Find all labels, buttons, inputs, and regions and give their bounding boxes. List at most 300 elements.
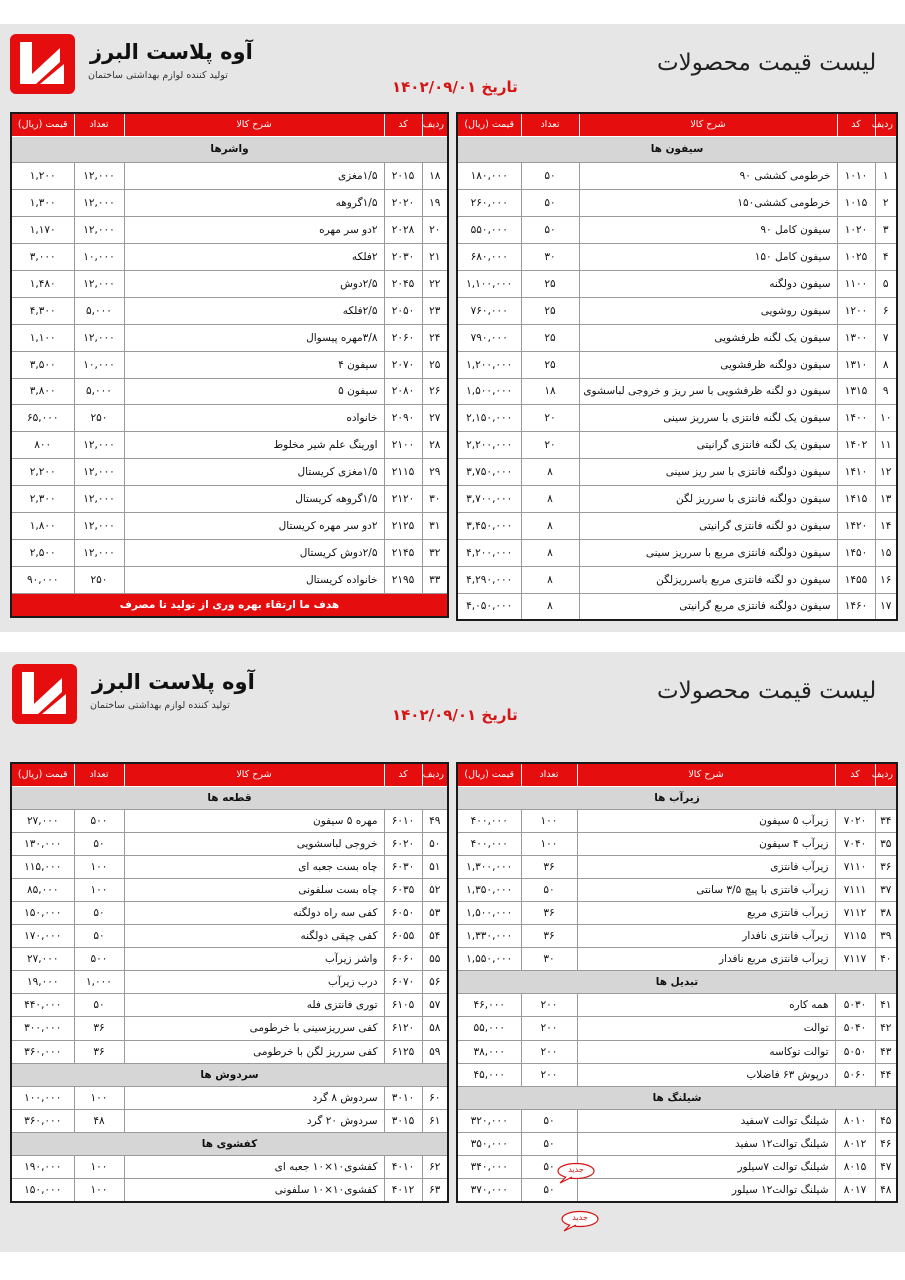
quantity: ۸: [521, 566, 579, 593]
price: ۴۶,۰۰۰: [457, 994, 521, 1017]
column-header-desc: شرح کالا: [124, 113, 384, 136]
product-description: سیفون یک لگنه فانتزی گرانیتی: [579, 432, 837, 459]
quantity: ۱۸: [521, 378, 579, 405]
quantity: ۲۰۰: [521, 994, 577, 1017]
product-code: ۶۰۶۰: [384, 948, 422, 971]
product-description: زیرآب فانتزی با پیچ ۳/۵ سانتی: [577, 878, 835, 901]
category-label: قطعه ها: [11, 786, 448, 809]
price: ۱,۸۰۰: [11, 512, 74, 539]
row-number: ۵: [875, 270, 897, 297]
table-row: [11, 190, 448, 217]
row-number: ۲۰: [422, 217, 448, 244]
table-row: [11, 432, 448, 459]
row-number: ۵۳: [422, 901, 448, 924]
price: ۶۵,۰۰۰: [11, 405, 74, 432]
product-description: سیفون ۴: [124, 351, 384, 378]
price: ۱۸۰,۰۰۰: [457, 163, 521, 190]
product-description: اورینگ علم شیر مخلوط: [124, 432, 384, 459]
row-number: ۱۵: [875, 539, 897, 566]
footer-slogan: هدف ما ارتقاء بهره وری از تولید تا مصرف: [11, 593, 448, 617]
row-number: ۴۴: [875, 1063, 897, 1086]
row-number: ۵۹: [422, 1040, 448, 1063]
product-code: ۲۰۸۰: [384, 378, 422, 405]
product-code: ۱۴۱۰: [837, 459, 875, 486]
quantity: ۸: [521, 593, 579, 620]
product-description: خانواده: [124, 405, 384, 432]
column-header-code: کد: [837, 113, 875, 136]
column-header-desc: شرح کالا: [577, 763, 835, 786]
product-code: ۱۴۵۰: [837, 539, 875, 566]
product-code: ۶۰۷۰: [384, 971, 422, 994]
table-row: [457, 512, 897, 539]
table-row: [457, 270, 897, 297]
row-number: ۳۴: [875, 809, 897, 832]
product-description: سیفون کامل ۱۵۰: [579, 244, 837, 271]
quantity: ۱۲,۰۰۰: [74, 459, 124, 486]
product-description: شیلنگ توالت۱۲ سفید: [577, 1132, 835, 1155]
quantity: ۲۰: [521, 432, 579, 459]
row-number: ۱: [875, 163, 897, 190]
quantity: ۵۰: [74, 994, 124, 1017]
product-description: سیفون دو لگنه فانتزی گرانیتی: [579, 512, 837, 539]
table-row: [457, 1109, 897, 1132]
category-row: [11, 1132, 448, 1155]
new-badge: جدید: [556, 1162, 600, 1184]
product-code: ۷۱۱۰: [835, 855, 875, 878]
table-row: [457, 994, 897, 1017]
price: ۶۸۰,۰۰۰: [457, 244, 521, 271]
table-row: [11, 244, 448, 271]
product-code: ۲۱۹۵: [384, 566, 422, 593]
quantity: ۵۰: [521, 1132, 577, 1155]
row-number: ۷: [875, 324, 897, 351]
column-header-desc: شرح کالا: [579, 113, 837, 136]
product-description: سیفون ۵: [124, 378, 384, 405]
row-number: ۶۱: [422, 1109, 448, 1132]
table-row: [11, 405, 448, 432]
column-header-price: قیمت (ریال): [11, 763, 74, 786]
price: ۸۵,۰۰۰: [11, 878, 74, 901]
category-label: کفشوی ها: [11, 1132, 448, 1155]
row-number: ۱۴: [875, 512, 897, 539]
table-row: [11, 1156, 448, 1179]
price: ۱,۳۳۰,۰۰۰: [457, 925, 521, 948]
table-row: [11, 878, 448, 901]
row-number: ۴۰: [875, 948, 897, 971]
quantity: ۵,۰۰۰: [74, 378, 124, 405]
row-number: ۳۹: [875, 925, 897, 948]
product-description: کفشوی۱۰×۱۰ سلفونی: [124, 1179, 384, 1202]
product-code: ۷۱۱۲: [835, 901, 875, 924]
quantity: ۳۶: [74, 1017, 124, 1040]
price: ۱,۱۰۰,۰۰۰: [457, 270, 521, 297]
row-number: ۴۸: [875, 1179, 897, 1202]
product-description: شیلنگ توالت ۷سفید: [577, 1109, 835, 1132]
product-description: ۲/۵دوش کریستال: [124, 539, 384, 566]
price: ۷۶۰,۰۰۰: [457, 297, 521, 324]
product-description: سیفون دولگنه فانتزی با سر ریز سینی: [579, 459, 837, 486]
product-description: سردوش ۸ گرد: [124, 1086, 384, 1109]
product-code: ۱۰۲۵: [837, 244, 875, 271]
table-row: [457, 948, 897, 971]
product-code: ۶۰۵۰: [384, 901, 422, 924]
row-number: ۲۳: [422, 297, 448, 324]
table-row: [457, 832, 897, 855]
price: ۱۰۰,۰۰۰: [11, 1086, 74, 1109]
price: ۳,۸۰۰: [11, 378, 74, 405]
brand-name: آوه پلاست البرز: [92, 670, 255, 694]
product-code: ۶۰۳۰: [384, 855, 422, 878]
price: ۱۹,۰۰۰: [11, 971, 74, 994]
price: ۸۰۰: [11, 432, 74, 459]
product-description: سیفون یک لگنه فانتزی با سرریز سینی: [579, 405, 837, 432]
quantity: ۳۰: [521, 244, 579, 271]
row-number: ۶۰: [422, 1086, 448, 1109]
price: ۳,۷۰۰,۰۰۰: [457, 486, 521, 513]
row-number: ۵۰: [422, 832, 448, 855]
quantity: ۱۲,۰۰۰: [74, 270, 124, 297]
row-number: ۱۹: [422, 190, 448, 217]
table-row: [11, 1017, 448, 1040]
category-label: سردوش ها: [11, 1063, 448, 1086]
price: ۱,۱۰۰: [11, 324, 74, 351]
product-description: زیرآب فانتزی نافدار: [577, 925, 835, 948]
price: ۳۴۰,۰۰۰: [457, 1156, 521, 1179]
category-row: [457, 971, 897, 994]
product-description: ۳/۸مهره پیسوال: [124, 324, 384, 351]
row-number: ۸: [875, 351, 897, 378]
quantity: ۱۰۰: [74, 1179, 124, 1202]
price: ۴,۰۵۰,۰۰۰: [457, 593, 521, 620]
product-description: شیلنگ توالت ۷سیلور: [577, 1156, 835, 1179]
price: ۱۵۰,۰۰۰: [11, 1179, 74, 1202]
table-header-row: [11, 763, 448, 786]
product-description: ۱/۵گروهه: [124, 190, 384, 217]
product-description: خرطومی کششی۱۵۰: [579, 190, 837, 217]
product-code: ۵۰۵۰: [835, 1040, 875, 1063]
product-description: واشر زیرآب: [124, 948, 384, 971]
category-label: تبدیل ها: [457, 971, 897, 994]
product-description: توالت توکاسه: [577, 1040, 835, 1063]
column-header-row: ردیف: [875, 113, 897, 136]
price-table: [456, 112, 898, 621]
price-sheet-1: [0, 24, 905, 632]
quantity: ۵,۰۰۰: [74, 297, 124, 324]
date-label: تاریخ ۱۴۰۲/۰۹/۰۱: [392, 78, 518, 96]
product-description: درپوش ۶۳ فاضلاب: [577, 1063, 835, 1086]
price-table: [10, 112, 449, 618]
quantity: ۳۶: [521, 855, 577, 878]
product-description: ۲/۵فلکه: [124, 297, 384, 324]
quantity: ۵۰: [521, 190, 579, 217]
price: ۲,۲۰۰,۰۰۰: [457, 432, 521, 459]
price: ۳۵۰,۰۰۰: [457, 1132, 521, 1155]
column-header-code: کد: [835, 763, 875, 786]
quantity: ۱۰۰: [521, 832, 577, 855]
product-description: سیفون دولگنه: [579, 270, 837, 297]
product-code: ۲۱۲۵: [384, 512, 422, 539]
row-number: ۲۵: [422, 351, 448, 378]
quantity: ۱۰۰: [74, 1086, 124, 1109]
table-row: [11, 486, 448, 513]
product-code: ۸۰۱۷: [835, 1179, 875, 1202]
product-code: ۶۱۲۰: [384, 1017, 422, 1040]
product-code: ۴۰۱۰: [384, 1156, 422, 1179]
product-code: ۱۰۲۰: [837, 217, 875, 244]
product-code: ۳۰۱۵: [384, 1109, 422, 1132]
product-code: ۱۱۰۰: [837, 270, 875, 297]
product-description: مهره ۵ سیفون: [124, 809, 384, 832]
quantity: ۱۲,۰۰۰: [74, 539, 124, 566]
product-code: ۵۰۶۰: [835, 1063, 875, 1086]
quantity: ۵۰: [521, 1156, 577, 1179]
table-row: [457, 878, 897, 901]
table-row: [11, 994, 448, 1017]
row-number: ۱۳: [875, 486, 897, 513]
table-row: [457, 901, 897, 924]
product-code: ۶۱۰۵: [384, 994, 422, 1017]
row-number: ۱۶: [875, 566, 897, 593]
quantity: ۳۶: [521, 901, 577, 924]
product-code: ۲۱۲۰: [384, 486, 422, 513]
quantity: ۵۰: [521, 1109, 577, 1132]
quantity: ۵۰۰: [74, 809, 124, 832]
product-description: زیرآب فانتزی مربع نافدار: [577, 948, 835, 971]
product-code: ۴۰۱۲: [384, 1179, 422, 1202]
quantity: ۵۰: [521, 217, 579, 244]
row-number: ۱۱: [875, 432, 897, 459]
table-row: [457, 1156, 897, 1179]
price: ۹۰,۰۰۰: [11, 566, 74, 593]
product-description: سیفون دولگنه فانتزی با سرریز لگن: [579, 486, 837, 513]
price: ۵۵۰,۰۰۰: [457, 217, 521, 244]
quantity: ۲۰۰: [521, 1017, 577, 1040]
category-row: [11, 136, 448, 163]
product-code: ۱۴۰۰: [837, 405, 875, 432]
quantity: ۱۲,۰۰۰: [74, 432, 124, 459]
table-row: [11, 855, 448, 878]
column-header-price: قیمت (ریال): [457, 113, 521, 136]
table-row: [11, 378, 448, 405]
price: ۴۵,۰۰۰: [457, 1063, 521, 1086]
product-code: ۲۱۱۵: [384, 459, 422, 486]
table-row: [457, 163, 897, 190]
product-description: زیرآب ۴ سیفون: [577, 832, 835, 855]
table-row: [11, 217, 448, 244]
row-number: ۲۱: [422, 244, 448, 271]
product-code: ۲۱۴۵: [384, 539, 422, 566]
date-label: تاریخ ۱۴۰۲/۰۹/۰۱: [392, 706, 518, 724]
product-description: کفی سه راه دولگنه: [124, 901, 384, 924]
price: ۱,۱۷۰: [11, 217, 74, 244]
product-description: چاه بست جعبه ای: [124, 855, 384, 878]
product-description: همه کاره: [577, 994, 835, 1017]
product-code: ۶۰۱۰: [384, 809, 422, 832]
table-row: [457, 855, 897, 878]
product-description: خروجی لباسشویی: [124, 832, 384, 855]
row-number: ۱۸: [422, 163, 448, 190]
price: ۱,۳۰۰,۰۰۰: [457, 855, 521, 878]
product-description: درب زیرآب: [124, 971, 384, 994]
price: ۲,۲۰۰: [11, 459, 74, 486]
product-description: توالت: [577, 1017, 835, 1040]
product-description: ۱/۵مغزی: [124, 163, 384, 190]
product-code: ۲۰۷۰: [384, 351, 422, 378]
row-number: ۳۰: [422, 486, 448, 513]
product-code: ۸۰۱۲: [835, 1132, 875, 1155]
price: ۱,۲۰۰,۰۰۰: [457, 351, 521, 378]
quantity: ۵۰: [74, 901, 124, 924]
quantity: ۵۰: [74, 832, 124, 855]
quantity: ۸: [521, 486, 579, 513]
price: ۱۱۵,۰۰۰: [11, 855, 74, 878]
product-description: ۲فلکه: [124, 244, 384, 271]
quantity: ۲۵: [521, 270, 579, 297]
quantity: ۱۰۰: [74, 855, 124, 878]
row-number: ۳۵: [875, 832, 897, 855]
quantity: ۱۲,۰۰۰: [74, 486, 124, 513]
table-row: [11, 512, 448, 539]
quantity: ۱,۰۰۰: [74, 971, 124, 994]
table-row: [11, 901, 448, 924]
category-label: زیرآب ها: [457, 786, 897, 809]
table-row: [457, 1040, 897, 1063]
category-row: [457, 136, 897, 163]
product-code: ۱۰۱۰: [837, 163, 875, 190]
product-code: ۱۳۱۵: [837, 378, 875, 405]
category-label: شیلنگ ها: [457, 1086, 897, 1109]
quantity: ۲۵: [521, 351, 579, 378]
product-description: سردوش ۲۰ گرد: [124, 1109, 384, 1132]
quantity: ۲۰۰: [521, 1040, 577, 1063]
product-code: ۲۰۲۰: [384, 190, 422, 217]
price: ۲۷,۰۰۰: [11, 948, 74, 971]
table-row: [457, 405, 897, 432]
price: ۳۶۰,۰۰۰: [11, 1109, 74, 1132]
row-number: ۳۳: [422, 566, 448, 593]
price: ۴۴۰,۰۰۰: [11, 994, 74, 1017]
row-number: ۲۸: [422, 432, 448, 459]
table-row: [11, 809, 448, 832]
row-number: ۹: [875, 378, 897, 405]
product-code: ۲۰۱۵: [384, 163, 422, 190]
price: ۷۹۰,۰۰۰: [457, 324, 521, 351]
row-number: ۵۵: [422, 948, 448, 971]
price: ۳۸,۰۰۰: [457, 1040, 521, 1063]
price: ۳۰۰,۰۰۰: [11, 1017, 74, 1040]
table-row: [457, 1063, 897, 1086]
column-header-code: کد: [384, 763, 422, 786]
column-header-row: ردیف: [875, 763, 897, 786]
product-description: کفشوی۱۰×۱۰ جعبه ای: [124, 1156, 384, 1179]
price: ۱,۳۰۰: [11, 190, 74, 217]
product-code: ۱۴۱۵: [837, 486, 875, 513]
product-description: سیفون دو لگنه ظرفشویی با سر ریز و خروجی لباسشوی: [579, 378, 837, 405]
category-row: [457, 786, 897, 809]
product-description: کفی سرریز لگن با خرطومی: [124, 1040, 384, 1063]
table-row: [11, 1040, 448, 1063]
table-header-row: [11, 113, 448, 136]
row-number: ۵۴: [422, 925, 448, 948]
table-row: [457, 809, 897, 832]
table-row: [11, 925, 448, 948]
product-code: ۱۳۱۰: [837, 351, 875, 378]
quantity: ۵۰: [521, 878, 577, 901]
row-number: ۴۳: [875, 1040, 897, 1063]
product-code: ۷۱۱۵: [835, 925, 875, 948]
category-label: سیفون ها: [457, 136, 897, 163]
price: ۲۷,۰۰۰: [11, 809, 74, 832]
product-code: ۲۰۹۰: [384, 405, 422, 432]
quantity: ۸: [521, 539, 579, 566]
product-code: ۲۰۵۰: [384, 297, 422, 324]
category-row: [457, 1086, 897, 1109]
product-description: چاه بست سلفونی: [124, 878, 384, 901]
row-number: ۴۲: [875, 1017, 897, 1040]
product-description: سیفون روشویی: [579, 297, 837, 324]
quantity: ۴۸: [74, 1109, 124, 1132]
row-number: ۵۱: [422, 855, 448, 878]
table-row: [457, 593, 897, 620]
table-row: [457, 1132, 897, 1155]
product-description: ۱/۵مغزی کریستال: [124, 459, 384, 486]
table-row: [457, 297, 897, 324]
product-description: سیفون دولگنه ظرفشویی: [579, 351, 837, 378]
column-header-code: کد: [384, 113, 422, 136]
price: ۳,۰۰۰: [11, 244, 74, 271]
column-header-row: ردیف: [422, 763, 448, 786]
row-number: ۲۹: [422, 459, 448, 486]
column-header-qty: تعداد: [74, 113, 124, 136]
column-header-price: قیمت (ریال): [11, 113, 74, 136]
product-code: ۱۴۲۰: [837, 512, 875, 539]
row-number: ۶: [875, 297, 897, 324]
product-code: ۱۰۱۵: [837, 190, 875, 217]
product-code: ۶۰۵۵: [384, 925, 422, 948]
row-number: ۴۷: [875, 1156, 897, 1179]
row-number: ۳۶: [875, 855, 897, 878]
product-description: ۲دو سر مهره: [124, 217, 384, 244]
price: ۳,۷۵۰,۰۰۰: [457, 459, 521, 486]
table-row: [11, 270, 448, 297]
quantity: ۳۶: [521, 925, 577, 948]
table-header-row: [457, 763, 897, 786]
product-code: ۲۰۳۰: [384, 244, 422, 271]
table-row: [457, 566, 897, 593]
product-code: ۷۰۲۰: [835, 809, 875, 832]
price: ۱۵۰,۰۰۰: [11, 901, 74, 924]
price: ۱۷۰,۰۰۰: [11, 925, 74, 948]
column-header-row: ردیف: [422, 113, 448, 136]
table-row: [11, 539, 448, 566]
table-header-row: [457, 113, 897, 136]
product-code: ۵۰۳۰: [835, 994, 875, 1017]
product-description: ۱/۵گروهه کریستال: [124, 486, 384, 513]
table-row: [11, 971, 448, 994]
row-number: ۲۷: [422, 405, 448, 432]
column-header-desc: شرح کالا: [124, 763, 384, 786]
row-number: ۱۲: [875, 459, 897, 486]
table-row: [457, 217, 897, 244]
quantity: ۵۰: [521, 1179, 577, 1202]
product-code: ۲۰۲۸: [384, 217, 422, 244]
table-row: [457, 459, 897, 486]
price: ۲,۵۰۰: [11, 539, 74, 566]
brand-name: آوه پلاست البرز: [90, 40, 253, 64]
quantity: ۱۲,۰۰۰: [74, 324, 124, 351]
product-description: ۲دو سر مهره کریستال: [124, 512, 384, 539]
table-row: [11, 1086, 448, 1109]
